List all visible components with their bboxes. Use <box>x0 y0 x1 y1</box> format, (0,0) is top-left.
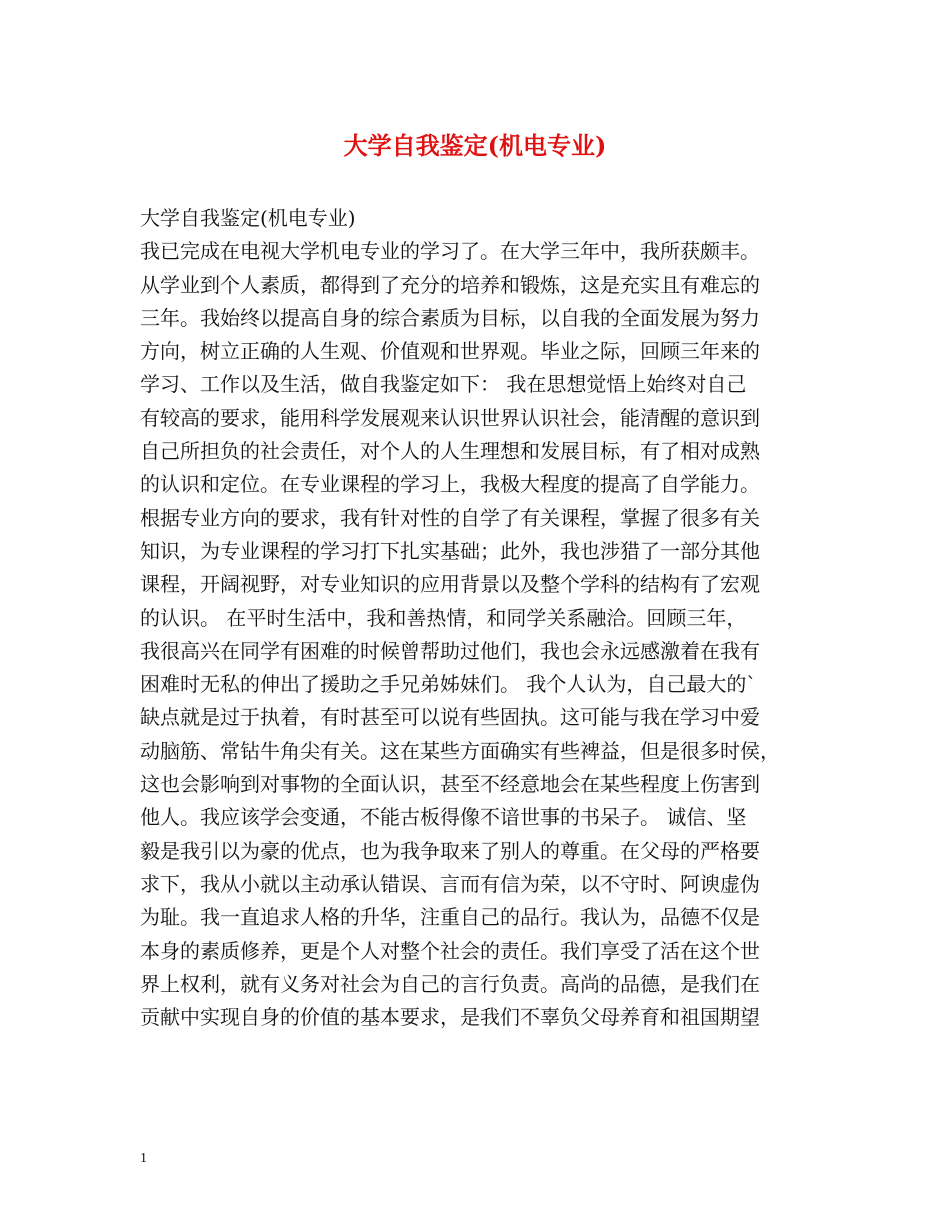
text-line: 课程，开阔视野，对专业知识的应用背景以及整个学科的结构有了宏观 <box>140 572 760 597</box>
text-line: 有较高的要求，能用科学发展观来认识世界认识社会，能清醒的意识到 <box>140 405 760 430</box>
text-line: 方向，树立正确的人生观、价值观和世界观。毕业之际，回顾三年来的 <box>140 339 760 364</box>
text-line: 他人。我应该学会变通，不能古板得像不谙世事的书呆子。 诚信、坚 <box>140 805 747 830</box>
text-line: 学习、工作以及生活，做自我鉴定如下： 我在思想觉悟上始终对自己 <box>140 372 747 397</box>
text-line: 本身的素质修养，更是个人对整个社会的责任。我们享受了活在这个世 <box>140 938 760 963</box>
text-line: 毅是我引以为豪的优点，也为我争取来了别人的尊重。在父母的严格要 <box>140 838 760 863</box>
text-line: 这也会影响到对事物的全面认识，甚至不经意地会在某些程度上伤害到 <box>140 772 760 797</box>
text-line: 求下，我从小就以主动承认错误、言而有信为荣，以不守时、阿谀虚伪 <box>140 871 760 896</box>
text-line: 的认识。 在平时生活中，我和善热情，和同学关系融洽。回顾三年， <box>140 605 747 630</box>
text-line: 大学自我鉴定(机电专业) <box>140 206 356 230</box>
document-body <box>140 202 830 1034</box>
text-line: 界上权利，就有义务对社会为自己的言行负责。高尚的品德，是我们在 <box>140 971 760 996</box>
text-line: 困难时无私的伸出了援助之手兄弟姊妹们。 我个人认为，自己最大的` <box>140 672 757 697</box>
page-number: 1 <box>140 1151 147 1166</box>
text-line: 为耻。我一直追求人格的升华，注重自己的品行。我认为，品德不仅是 <box>140 905 760 930</box>
document-title: 大学自我鉴定(机电专业) <box>343 131 607 160</box>
text-line: 缺点就是过于执着，有时甚至可以说有些固执。这可能与我在学习中爱 <box>140 705 760 730</box>
text-line: 的认识和定位。在专业课程的学习上，我极大程度的提高了自学能力。 <box>140 472 760 497</box>
text-line: 根据专业方向的要求，我有针对性的自学了有关课程，掌握了很多有关 <box>140 505 760 530</box>
text-line: 三年。我始终以提高自身的综合素质为目标，以自我的全面发展为努力 <box>140 305 760 330</box>
text-line: 知识，为专业课程的学习打下扎实基础；此外，我也涉猎了一部分其他 <box>140 538 760 563</box>
text-line: 我很高兴在同学有困难的时候曾帮助过他们，我也会永远感激着在我有 <box>140 638 760 663</box>
text-line: 动脑筋、常钻牛角尖有关。这在某些方面确实有些裨益，但是很多时侯， <box>140 738 780 763</box>
text-line: 贡献中实现自身的价值的基本要求，是我们不辜负父母养育和祖国期望 <box>140 1005 760 1030</box>
text-line: 我已完成在电视大学机电专业的学习了。在大学三年中，我所获颇丰。 <box>140 239 760 264</box>
text-line: 自己所担负的社会责任，对个人的人生理想和发展目标，有了相对成熟 <box>140 439 760 464</box>
text-line: 从学业到个人素质，都得到了充分的培养和锻炼，这是充实且有难忘的 <box>140 272 760 297</box>
